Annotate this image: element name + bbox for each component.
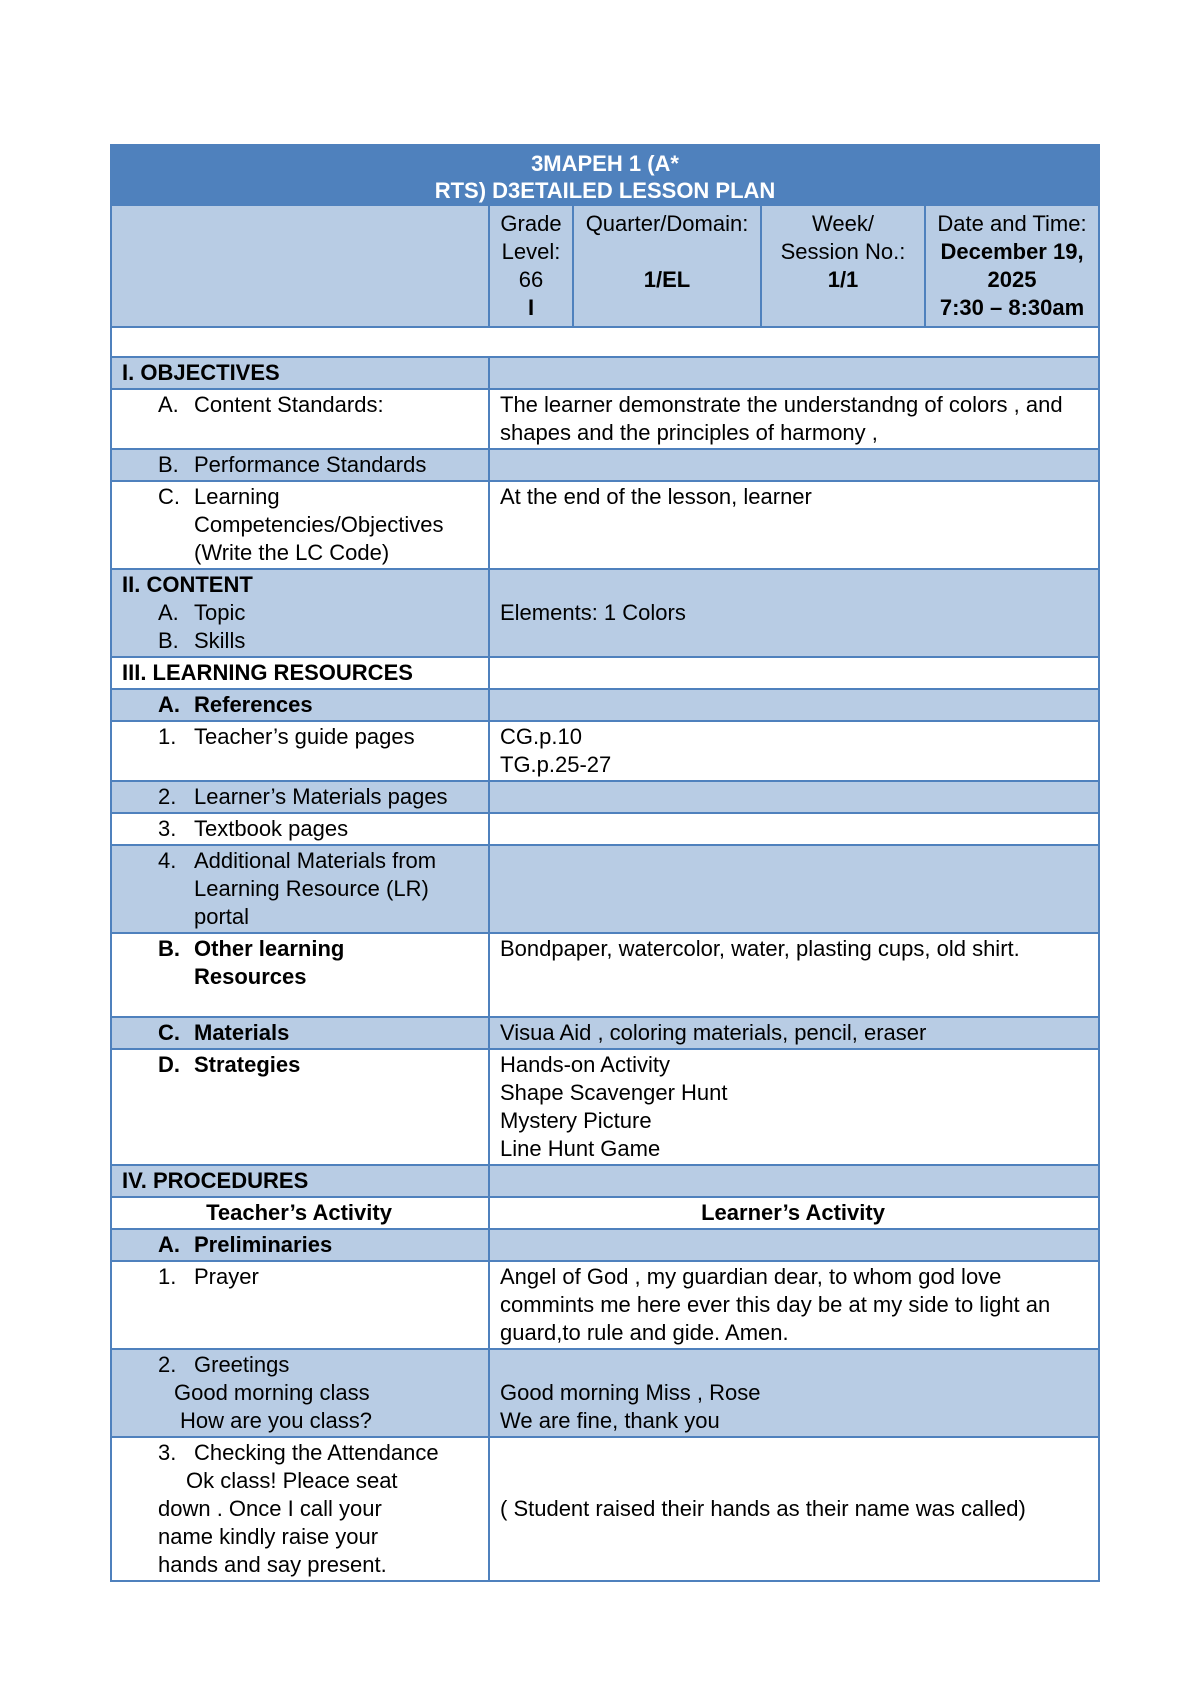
quarter-label: Quarter/Domain: <box>585 211 749 236</box>
other-resources-label-1: Other learning <box>194 936 345 961</box>
teachers-guide-num: 1. <box>158 724 177 749</box>
title-line2: RTS) D3ETAILED LESSON PLAN <box>434 178 776 203</box>
content-standards-value: The learner demonstrate the understandng of colors , and shapes and the principles of harmony , <box>489 389 1099 449</box>
teachers-guide-label: Teacher’s guide pages <box>194 724 415 749</box>
content-standards-label-cell <box>111 389 489 449</box>
title-banner <box>111 145 1099 205</box>
title-line1: 3MAPEH 1 (A* <box>531 151 679 176</box>
performance-standards-value <box>489 449 1099 481</box>
greetings-teacher-line-2: How are you class? <box>180 1408 372 1433</box>
strategies-label-cell <box>111 1049 489 1165</box>
prayer-label-cell <box>111 1261 489 1349</box>
grade-value-1: 66 <box>518 267 544 292</box>
preliminaries-label-cell <box>111 1229 489 1261</box>
textbook-pages-value <box>489 813 1099 845</box>
content-heading: II. CONTENT <box>122 572 253 597</box>
attendance-teacher-line-1: Ok class! Pleace seat <box>186 1468 398 1493</box>
grade-label-1: Grade <box>500 211 562 236</box>
quarter-cell <box>573 205 761 327</box>
other-resources-letter: B. <box>158 936 180 961</box>
attendance-teacher-line-3: name kindly raise your <box>158 1524 379 1549</box>
date-value-1: December 19, <box>940 239 1084 264</box>
additional-materials-num: 4. <box>158 848 177 873</box>
strategy-item: Mystery Picture <box>500 1108 652 1133</box>
learner-activity-header: Learner’s Activity <box>489 1197 1099 1229</box>
greetings-teacher-line-1: Good morning class <box>174 1380 370 1405</box>
learners-materials-value <box>489 781 1099 813</box>
week-value: 1/1 <box>827 267 859 292</box>
greetings-learner-cell <box>489 1349 1099 1437</box>
topic-letter: A. <box>158 600 179 625</box>
prayer-num: 1. <box>158 1264 177 1289</box>
additional-materials-label-cell <box>111 845 489 933</box>
content-value: Elements: 1 Colors <box>489 569 1099 657</box>
attendance-label: Checking the Attendance <box>194 1440 439 1465</box>
greetings-learner-line-2: We are fine, thank you <box>500 1408 720 1433</box>
preliminaries-label: Preliminaries <box>194 1232 333 1257</box>
performance-standards-label: Performance Standards <box>194 452 427 477</box>
lesson-plan-table <box>110 144 1100 1582</box>
materials-value: Visua Aid , coloring materials, pencil, eraser <box>489 1017 1099 1049</box>
textbook-pages-label: Textbook pages <box>194 816 349 841</box>
textbook-pages-label-cell <box>111 813 489 845</box>
objectives-heading-value <box>489 357 1099 389</box>
teacher-activity-header: Teacher’s Activity <box>111 1197 489 1229</box>
learning-competencies-value: At the end of the lesson, learner <box>489 481 1099 569</box>
greetings-label: Greetings <box>194 1352 290 1377</box>
strategy-item: Shape Scavenger Hunt <box>500 1080 728 1105</box>
grade-label-2: Level: <box>501 239 561 264</box>
skills-letter: B. <box>158 628 179 653</box>
teachers-guide-value-cell <box>489 721 1099 781</box>
date-value-2: 2025 <box>987 267 1037 292</box>
skills-label: Skills <box>194 628 246 653</box>
other-resources-label-cell <box>111 933 489 1017</box>
grade-value-2: I <box>527 295 535 320</box>
quarter-value: 1/EL <box>643 267 691 292</box>
materials-label-cell <box>111 1017 489 1049</box>
learning-competencies-letter: C. <box>158 484 180 509</box>
materials-letter: C. <box>158 1020 180 1045</box>
prayer-value: Angel of God , my guardian dear, to whom god love commints me here ever this day be at my side to light an guard,to rule and gide. Amen. <box>489 1261 1099 1349</box>
date-time-cell <box>925 205 1099 327</box>
teachers-guide-label-cell <box>111 721 489 781</box>
objectives-heading: I. OBJECTIVES <box>111 357 489 389</box>
references-letter: A. <box>158 692 180 717</box>
attendance-label-cell <box>111 1437 489 1581</box>
strategy-item: Line Hunt Game <box>500 1136 661 1161</box>
preliminaries-letter: A. <box>158 1232 180 1257</box>
teachers-guide-value-2: TG.p.25-27 <box>500 752 612 777</box>
learning-competencies-label-2: Competencies/Objectives <box>194 512 444 537</box>
strategies-letter: D. <box>158 1052 180 1077</box>
performance-standards-letter: B. <box>158 452 179 477</box>
strategy-item: Hands-on Activity <box>500 1052 670 1077</box>
lesson-plan-sheet <box>110 144 1098 1582</box>
textbook-pages-num: 3. <box>158 816 177 841</box>
references-value <box>489 689 1099 721</box>
date-label: Date and Time: <box>937 211 1087 236</box>
preliminaries-value <box>489 1229 1099 1261</box>
resources-heading: III. LEARNING RESOURCES <box>111 657 489 689</box>
learning-competencies-label-cell <box>111 481 489 569</box>
week-session-cell <box>761 205 925 327</box>
learners-materials-num: 2. <box>158 784 177 809</box>
procedures-heading-value <box>489 1165 1099 1197</box>
prayer-label: Prayer <box>194 1264 259 1289</box>
resources-heading-value <box>489 657 1099 689</box>
other-resources-label-2: Resources <box>194 964 307 989</box>
learning-competencies-label-1: Learning <box>194 484 280 509</box>
other-resources-value: Bondpaper, watercolor, water, plasting cups, old shirt. <box>489 933 1099 1017</box>
references-label-cell <box>111 689 489 721</box>
week-label-1: Week/ <box>812 211 874 236</box>
additional-materials-label-3: portal <box>194 904 250 929</box>
additional-materials-label-1: Additional Materials from <box>194 848 437 873</box>
attendance-learner-value: ( Student raised their hands as their name was called) <box>489 1437 1099 1581</box>
grade-level-cell <box>489 205 573 327</box>
learners-materials-label-cell <box>111 781 489 813</box>
greetings-num: 2. <box>158 1352 177 1377</box>
header-blank-cell <box>111 205 489 327</box>
content-section-cell <box>111 569 489 657</box>
week-label-2: Session No.: <box>780 239 906 264</box>
procedures-heading: IV. PROCEDURES <box>111 1165 489 1197</box>
greetings-label-cell <box>111 1349 489 1437</box>
attendance-teacher-line-2: down . Once I call your <box>158 1496 382 1521</box>
learners-materials-label: Learner’s Materials pages <box>194 784 448 809</box>
references-label: References <box>194 692 313 717</box>
additional-materials-value <box>489 845 1099 933</box>
additional-materials-label-2: Learning Resource (LR) <box>194 876 429 901</box>
spacer-row <box>111 327 1099 357</box>
performance-standards-label-cell <box>111 449 489 481</box>
teachers-guide-value-1: CG.p.10 <box>500 724 582 749</box>
content-standards-letter: A. <box>158 392 179 417</box>
strategies-value-cell <box>489 1049 1099 1165</box>
attendance-num: 3. <box>158 1440 177 1465</box>
attendance-teacher-line-4: hands and say present. <box>158 1552 387 1577</box>
topic-label: Topic <box>194 600 246 625</box>
learning-competencies-label-3: (Write the LC Code) <box>194 540 390 565</box>
time-value: 7:30 – 8:30am <box>939 295 1085 320</box>
greetings-learner-line-1: Good morning Miss , Rose <box>500 1380 761 1405</box>
content-standards-label: Content Standards: <box>194 392 384 417</box>
strategies-label: Strategies <box>194 1052 301 1077</box>
materials-label: Materials <box>194 1020 290 1045</box>
